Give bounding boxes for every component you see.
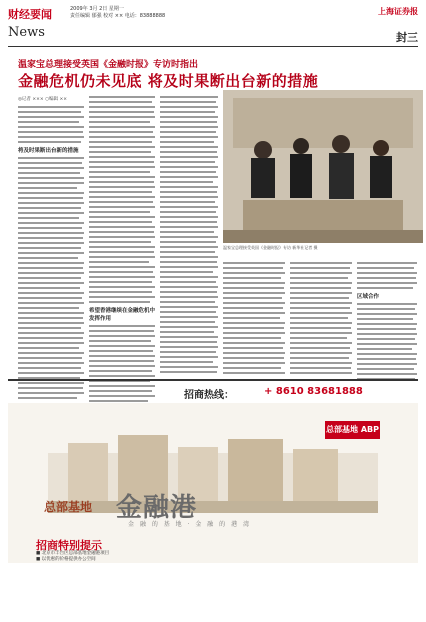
ad-banner <box>8 403 418 563</box>
photo-illustration <box>223 90 423 243</box>
text-column-5 <box>290 262 352 377</box>
dateline <box>70 6 230 20</box>
text-column-3 <box>160 96 218 376</box>
ad-hq: 总部基地 <box>44 500 93 514</box>
subhead-regional: 区域合作 <box>357 294 380 300</box>
ad-hotline-bar <box>8 379 418 403</box>
subhead-measures: 将及时果断出台新的措施 <box>18 148 79 154</box>
ad-note-2: ■ 以优惠的价格提供办公空间 <box>36 557 96 562</box>
article-kicker: 温家宝总理接受英国《金融时报》专访时指出 <box>18 60 199 70</box>
dateline-editor: 责任编辑 郁强 校对 ×× 电话：83888888 <box>70 13 166 19</box>
text-column-1 <box>18 96 84 402</box>
ad-slogan: 金 融 的 基 地 · 金 融 的 港 湾 <box>128 521 251 528</box>
ad-logo: 总部基地 ABP <box>325 421 380 439</box>
text-column-2 <box>89 96 155 405</box>
page-number: 封三 <box>396 31 418 44</box>
subhead-hongkong: 希望香港继续在金融危机中发挥作用 <box>89 308 156 322</box>
header-divider <box>8 46 418 47</box>
ad-notes <box>36 551 286 563</box>
text-column-6 <box>357 262 417 383</box>
ad-hotline-phone: + 8610 83681888 <box>264 386 363 397</box>
section-title: News <box>8 25 45 40</box>
section-brand: 财经要闻 <box>8 8 52 21</box>
ad-notice-title: 招商特别提示 <box>36 539 102 552</box>
dateline-date: 2009年 3月 2日 星期一 <box>70 6 124 12</box>
text-column-4 <box>223 262 285 377</box>
article-headline: 金融危机仍未见底 将及时果断出台新的措施 <box>18 72 319 90</box>
article-photo <box>223 90 423 243</box>
ad-name: 金融港 <box>116 493 198 523</box>
article-byline: ◎记者 ××× ○编辑 ×× <box>18 97 67 102</box>
ad-note-1: ■ 北京市丰台区总部基地金融港项目 <box>36 551 110 556</box>
ad-hotline-label: 招商热线： <box>184 390 234 401</box>
page-header <box>0 0 426 52</box>
photo-caption: 温家宝总理接受英国《金融时报》专访 新华社记者 摄 <box>223 245 318 250</box>
masthead-logo: 上海证券报 <box>378 7 418 16</box>
